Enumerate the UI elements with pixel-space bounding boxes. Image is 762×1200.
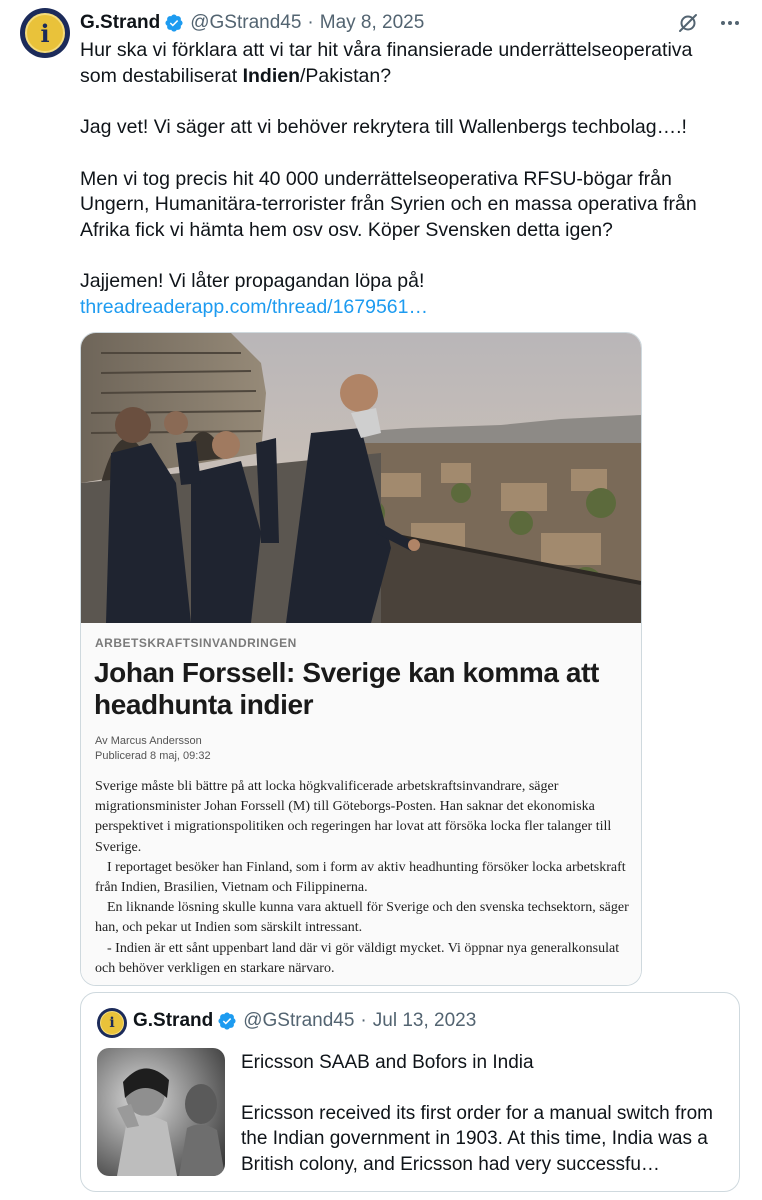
quoted-author-handle: @GStrand45 <box>243 1010 355 1031</box>
author-handle[interactable]: @GStrand45 <box>190 12 302 33</box>
article-headline: Johan Forssell: Sverige kan komma att headhunta indier <box>94 657 599 720</box>
quoted-date: Jul 13, 2023 <box>372 1010 477 1031</box>
verified-badge-icon <box>164 13 184 33</box>
tweet-header <box>80 10 742 36</box>
grok-icon[interactable] <box>676 11 700 35</box>
article-body-paragraph: - Indien är ett sånt uppenbart land där vi gör väldigt mycket. Vi öppnar nya generalkonsulat och behöver verkligen en starkare närvaro. <box>95 940 620 976</box>
quoted-thumbnail <box>97 1048 225 1176</box>
quoted-body: Ericsson received its first order for a manual switch from the Indian government in 1903. At this time, India was a British colony, and Ericsson had very successfu… <box>241 1102 713 1175</box>
bold-word: Indien <box>242 64 300 87</box>
article-body <box>95 777 631 979</box>
article-published: Publicerad 8 maj, 09:32 <box>95 750 211 762</box>
tweet-paragraph-2: Jag vet! Vi säger att vi behöver rekrytera till Wallenbergs techbolag….! <box>80 116 687 138</box>
article-screenshot <box>81 623 641 985</box>
avatar-logo-icon: i <box>100 1011 124 1035</box>
tweet-paragraph-4: Jajjemen! Vi låter propagandan löpa på! <box>80 270 425 292</box>
article-body-paragraph: I reportaget besöker han Finland, som i form av aktiv headhunting försöker locka arbetskraft från Indien, Brasilien, Vietnam och Filippinerna. <box>95 859 626 896</box>
quoted-text <box>241 1050 731 1177</box>
article-byline: Av Marcus Andersson <box>95 735 202 747</box>
quoted-tweet[interactable] <box>80 992 740 1192</box>
avatar-logo-icon: i <box>25 13 65 53</box>
tweet-text <box>80 38 730 320</box>
quoted-title: Ericsson SAAB and Bofors in India <box>241 1052 534 1073</box>
header-separator: · <box>307 12 314 33</box>
quoted-author-avatar <box>97 1008 127 1038</box>
article-body-paragraph: Sverige måste bli bättre på att locka högkvalificerade arbetskraftsinvandrare, säger migrationsminister Johan Forssell (M) till Göteborgs-Posten. Han saknar det ekonomiska perspektivet i migrationspolitiken och regeringen har lovat att försöka locka fler talanger till Sverige. <box>95 779 612 855</box>
article-body-paragraph: En liknande lösning skulle kunna vara aktuell för Sverige och den svenska techsektorn, säger han, och pekar ut Indien som särskilt intressant. <box>95 900 629 936</box>
thread-link[interactable]: threadreaderapp.com/thread/1679561… <box>80 295 428 318</box>
article-photo[interactable] <box>81 333 641 623</box>
author-name[interactable]: G.Strand <box>80 12 161 33</box>
more-horizontal-icon[interactable] <box>718 11 742 35</box>
tweet-date[interactable]: May 8, 2025 <box>319 12 425 33</box>
tweet-paragraph-1: Hur ska vi förklara att vi tar hit våra finansierade underrättelseoperativa som destabiliserat Indien/Pakistan? <box>80 39 693 87</box>
tweet-media[interactable] <box>80 332 642 986</box>
tweet-paragraph-3: Men vi tog precis hit 40 000 underrättelseoperativa RFSU-bögar från Ungern, Humanitära-terrorister från Syrien och en massa operativa från Afrika fick vi hämta hem osv osv. Köper Svensken detta igen? <box>80 167 697 241</box>
quoted-tweet-header <box>133 1010 476 1032</box>
article-kicker: ARBETSKRAFTSINVANDRINGEN <box>95 636 297 650</box>
author-avatar[interactable] <box>20 8 70 58</box>
verified-badge-icon <box>217 1011 237 1031</box>
quoted-author-name: G.Strand <box>133 1010 214 1031</box>
quoted-separator: · <box>360 1010 367 1031</box>
